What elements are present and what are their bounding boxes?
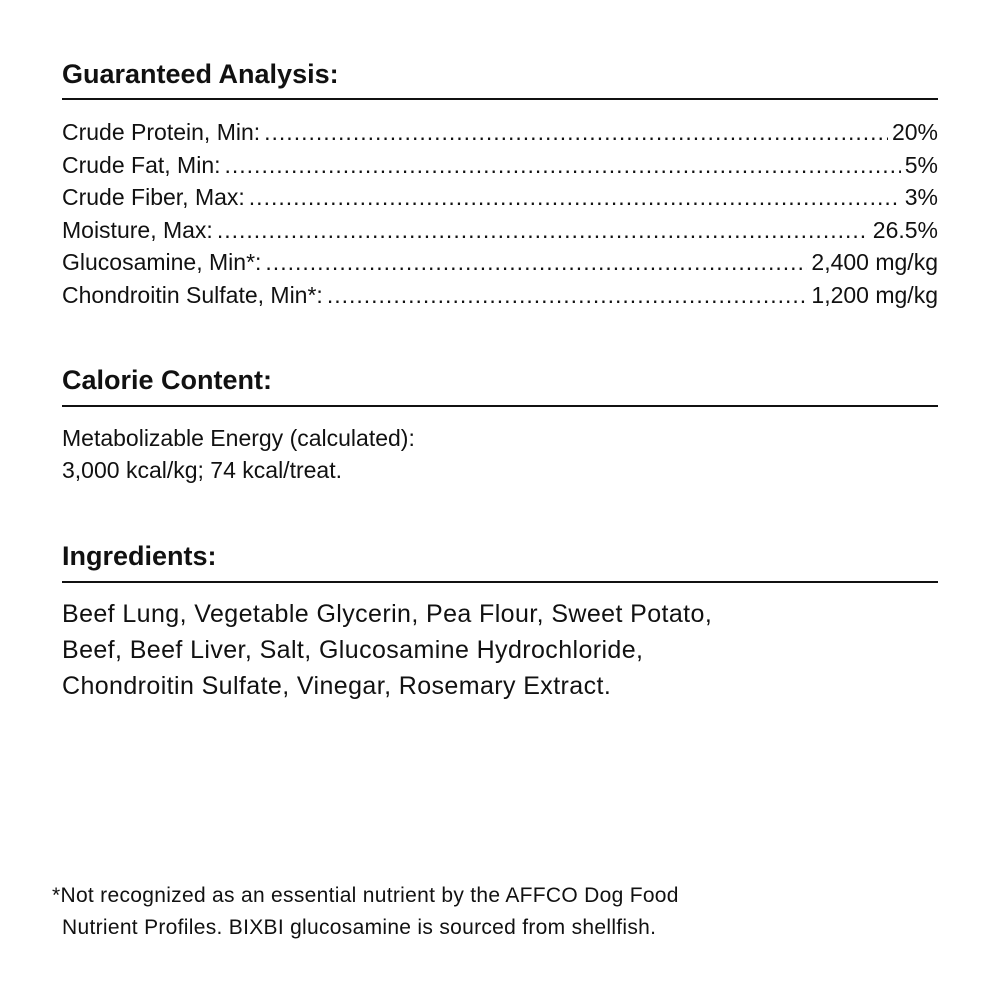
ingredients-line: Chondroitin Sulfate, Vinegar, Rosemary Extract. [62, 672, 612, 700]
dot-leader [225, 149, 901, 181]
dot-leader [265, 246, 807, 278]
dot-leader [249, 181, 901, 213]
ingredients-heading: Ingredients: [62, 541, 217, 571]
analysis-value: 20% [891, 119, 938, 145]
calorie-content-heading: Calorie Content: [62, 365, 273, 395]
analysis-row-chondroitin-sulfate [62, 279, 938, 312]
dot-leader [327, 279, 808, 311]
calorie-content-divider [62, 405, 938, 407]
analysis-row-crude-fat [62, 149, 938, 182]
guaranteed-analysis-divider [62, 98, 938, 100]
analysis-row-crude-protein [62, 116, 938, 149]
ingredients-list [62, 596, 938, 704]
calorie-values: 3,000 kcal/kg; 74 kcal/treat. [62, 457, 342, 483]
analysis-label: Crude Fiber, Max: [62, 184, 245, 210]
analysis-row-glucosamine [62, 246, 938, 279]
nutrition-label [52, 0, 938, 1000]
analysis-label: Glucosamine, Min*: [62, 249, 262, 275]
calorie-content-text [62, 422, 938, 486]
footnote-line: *Not recognized as an essential nutrient by the AFFCO Dog Food [52, 884, 679, 907]
analysis-row-moisture [62, 214, 938, 247]
analysis-label: Moisture, Max: [62, 216, 213, 243]
dot-leader [217, 214, 869, 246]
analysis-label: Crude Protein, Min: [62, 119, 261, 145]
analysis-label: Crude Fat, Min: [62, 151, 221, 178]
ingredients-line: Beef, Beef Liver, Salt, Glucosamine Hydrochloride, [62, 636, 644, 664]
analysis-value: 26.5% [872, 216, 938, 243]
metabolizable-energy-label: Metabolizable Energy (calculated): [62, 425, 415, 451]
ingredients-line: Beef Lung, Vegetable Glycerin, Pea Flour, Sweet Potato, [62, 600, 713, 628]
analysis-value: 3% [904, 184, 938, 210]
analysis-value: 1,200 mg/kg [811, 281, 938, 308]
analysis-value: 2,400 mg/kg [811, 249, 938, 275]
guaranteed-analysis-list [62, 116, 938, 311]
footnote-line: Nutrient Profiles. BIXBI glucosamine is sourced from shellfish. [62, 916, 657, 939]
analysis-label: Chondroitin Sulfate, Min*: [62, 281, 323, 308]
analysis-row-crude-fiber [62, 181, 938, 214]
dot-leader [264, 116, 888, 148]
analysis-value: 5% [904, 151, 938, 178]
ingredients-divider [62, 581, 938, 583]
guaranteed-analysis-heading: Guaranteed Analysis: [62, 59, 339, 89]
footnote [52, 880, 932, 944]
